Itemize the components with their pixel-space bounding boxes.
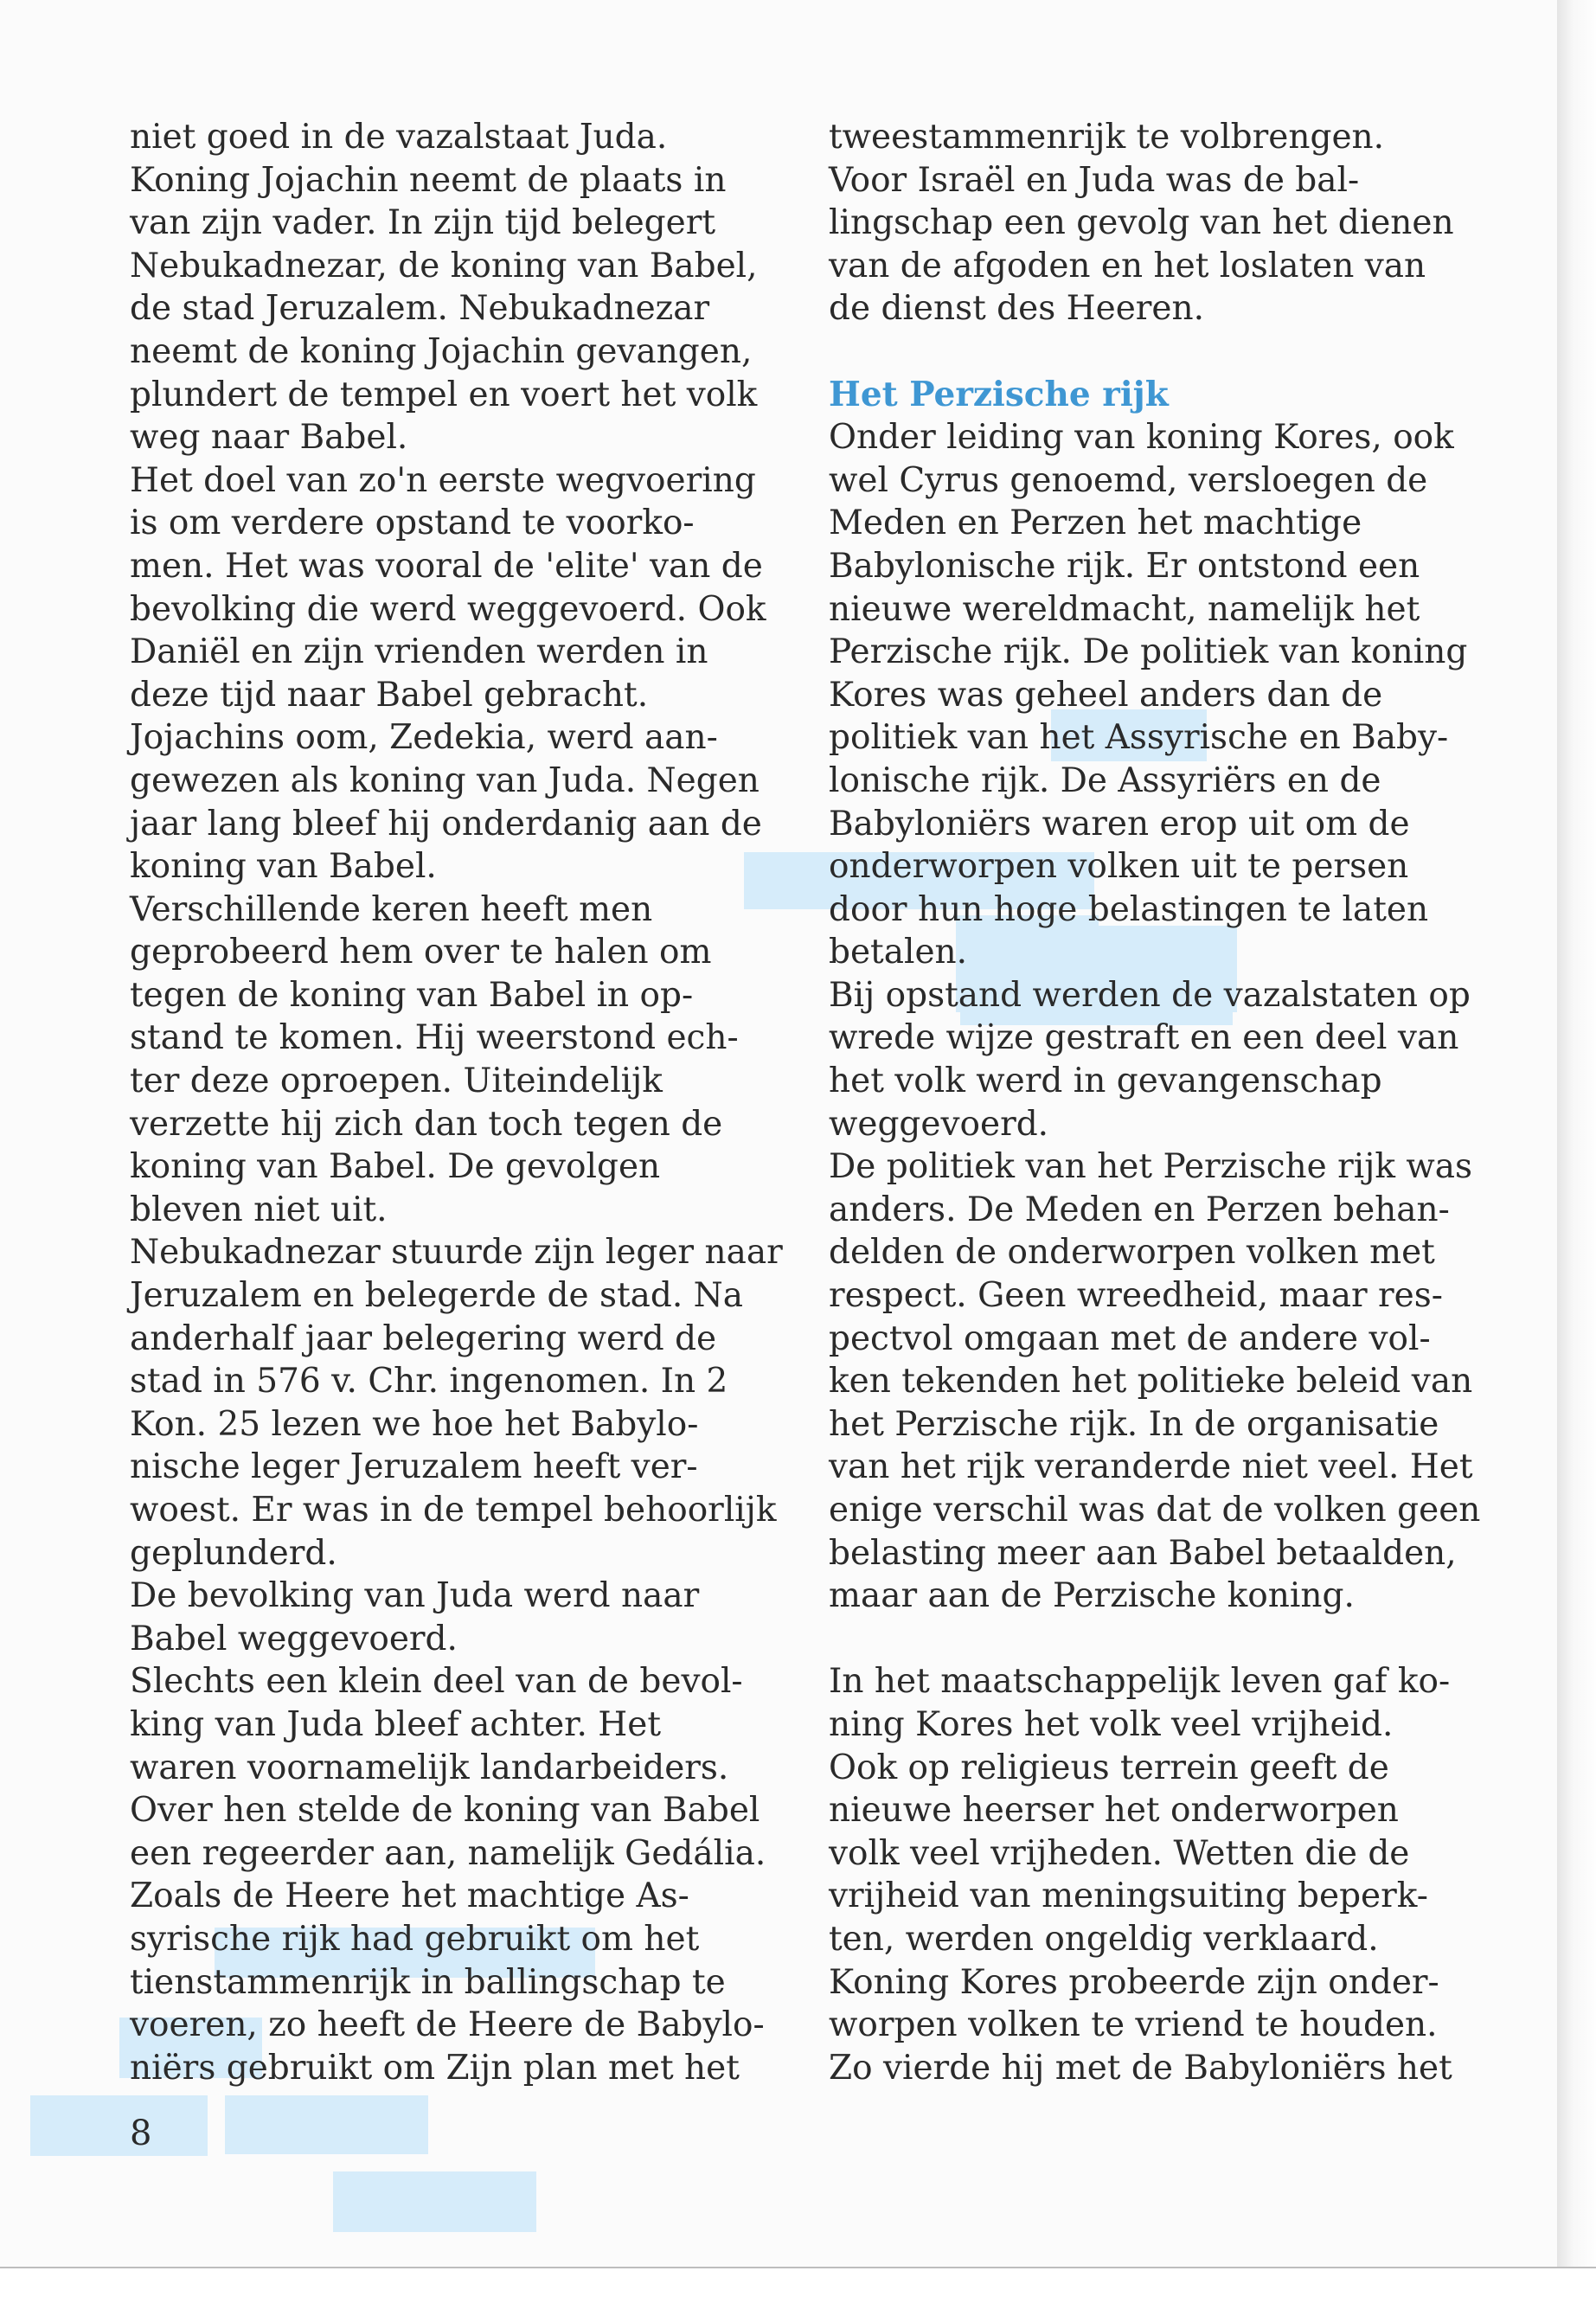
text-line: wel Cyrus genoemd, versloegen de — [829, 460, 1428, 500]
text-line: door hun hoge belastingen te laten — [829, 889, 1429, 929]
text-line: Kon. 25 lezen we hoe het Babylo- — [130, 1404, 699, 1444]
text-line: ter deze oproepen. Uiteindelijk — [130, 1062, 663, 1101]
text-line: ken tekenden het politieke beleid van — [829, 1362, 1473, 1402]
text-line: worpen volken te vriend te houden. — [829, 2005, 1438, 2045]
text-line: het Perzische rijk. In de organisatie — [829, 1404, 1439, 1444]
text-line: ning Kores het volk veel vrijheid. — [829, 1704, 1394, 1744]
text-line: Daniël en zijn vrienden werden in — [130, 632, 708, 672]
text-line: respect. Geen wreedheid, maar res- — [829, 1276, 1443, 1316]
left-text-column — [130, 116, 787, 2089]
text-line: koning van Babel. — [130, 847, 437, 887]
page-edge-shadow — [1557, 0, 1596, 2301]
text-line: de dienst des Heeren. — [829, 289, 1205, 329]
text-line: geplunderd. — [130, 1533, 337, 1573]
text-line: syrische rijk had gebruikt om het — [130, 1919, 700, 1959]
text-line: geprobeerd hem over te halen om — [130, 933, 712, 972]
text-line: Koning Kores probeerde zijn onder- — [829, 1962, 1439, 2002]
text-line: Babel weggevoerd. — [130, 1619, 458, 1658]
text-line: politiek van het Assyrische en Baby- — [829, 718, 1449, 758]
text-line: is om verdere opstand te voorko- — [130, 504, 695, 543]
text-line: Meden en Perzen het machtige — [829, 504, 1362, 543]
text-line: de stad Jeruzalem. Nebukadnezar — [130, 289, 710, 329]
text-line: nieuwe wereldmacht, namelijk het — [829, 589, 1420, 629]
text-line: De bevolking van Juda werd naar — [130, 1576, 700, 1616]
text-line: volk veel vrijheden. Wetten die de — [829, 1833, 1410, 1873]
text-line: het volk werd in gevangenschap — [829, 1062, 1382, 1101]
text-line: Jeruzalem en belegerde de stad. Na — [130, 1276, 744, 1316]
text-line: Slechts een klein deel van de bevol- — [130, 1662, 743, 1702]
text-line: Koning Jojachin neemt de plaats in — [130, 160, 727, 200]
text-line: Onder leiding van koning Kores, ook — [829, 418, 1454, 458]
text-line: betalen. — [829, 933, 968, 972]
text-line: van de afgoden en het loslaten van — [829, 246, 1426, 285]
page-number: 8 — [130, 2114, 152, 2153]
text-line: tweestammenrijk te volbrengen. — [829, 118, 1385, 157]
text-line: Perzische rijk. De politiek van koning — [829, 632, 1468, 672]
text-line: king van Juda bleef achter. Het — [130, 1704, 662, 1744]
text-line: Verschillende keren heeft men — [130, 889, 653, 929]
text-line: tegen de koning van Babel in op- — [130, 975, 694, 1015]
text-line: deze tijd naar Babel gebracht. — [130, 675, 649, 715]
text-line: nieuwe heerser het onderworpen — [829, 1791, 1399, 1831]
text-line: van zijn vader. In zijn tijd belegert — [130, 203, 716, 243]
highlight-block — [30, 2095, 208, 2156]
right-text-column — [829, 116, 1486, 2089]
text-line: koning van Babel. De gevolgen — [130, 1147, 661, 1187]
text-line: pectvol omgaan met de andere vol- — [829, 1318, 1431, 1358]
text-line: Zoals de Heere het machtige As- — [130, 1876, 689, 1916]
right-intro-paragraph — [829, 116, 1486, 330]
text-line: anders. De Meden en Perzen behan- — [829, 1190, 1450, 1229]
section-paragraphs — [829, 416, 1486, 1618]
text-line: enige verschil was dat de volken geen — [829, 1491, 1481, 1530]
text-line: lingschap een gevolg van het dienen — [829, 203, 1454, 243]
text-line: Nebukadnezar stuurde zijn leger naar — [130, 1233, 783, 1273]
text-line: neemt de koning Jojachin gevangen, — [130, 331, 753, 371]
text-line: waren voornamelijk landarbeiders. — [130, 1748, 729, 1787]
text-line: nische leger Jeruzalem heeft ver- — [130, 1447, 698, 1487]
page-bottom-edge — [0, 2267, 1596, 2303]
text-line: verzette hij zich dan toch tegen de — [130, 1104, 723, 1144]
text-line: jaar lang bleef hij onderdanig aan de — [130, 804, 762, 844]
text-line: Voor Israël en Juda was de bal- — [829, 160, 1360, 200]
text-line: Nebukadnezar, de koning van Babel, — [130, 246, 758, 285]
text-line: Babyloniërs waren erop uit om de — [829, 804, 1410, 844]
text-line: De politiek van het Perzische rijk was — [829, 1147, 1473, 1187]
text-line: bevolking die werd weggevoerd. Ook — [130, 589, 766, 629]
text-line: weg naar Babel. — [130, 418, 408, 458]
text-line: bleven niet uit. — [130, 1190, 388, 1229]
text-line: delden de onderworpen volken met — [829, 1233, 1435, 1273]
paragraph-gap — [829, 1618, 1486, 1661]
text-line: woest. Er was in de tempel behoorlijk — [130, 1491, 777, 1530]
text-line: een regeerder aan, namelijk Gedália. — [130, 1833, 766, 1873]
text-line: Jojachins oom, Zedekia, werd aan- — [130, 718, 718, 758]
text-line: men. Het was vooral de 'elite' van de — [130, 546, 763, 586]
text-line: anderhalf jaar belegering werd de — [130, 1318, 717, 1358]
text-line: voeren, zo heeft de Heere de Babylo- — [130, 2005, 765, 2045]
text-line: plundert de tempel en voert het volk — [130, 375, 758, 414]
highlight-block — [225, 2095, 428, 2154]
text-line: In het maatschappelijk leven gaf ko- — [829, 1662, 1451, 1702]
text-line: lonische rijk. De Assyriërs en de — [829, 760, 1381, 800]
highlight-block — [333, 2171, 536, 2232]
paragraph-gap — [829, 330, 1486, 374]
text-line: ten, werden ongeldig verklaard. — [829, 1919, 1379, 1959]
text-line: onderworpen volken uit te persen — [829, 847, 1409, 887]
text-line: Kores was geheel anders dan de — [829, 675, 1383, 715]
text-line: tienstammenrijk in ballingschap te — [130, 1962, 726, 2002]
text-line: stand te komen. Hij weerstond ech- — [130, 1018, 739, 1058]
text-line: wrede wijze gestraft en een deel van — [829, 1018, 1459, 1058]
text-line: maar aan de Perzische koning. — [829, 1576, 1355, 1616]
text-line: Zo vierde hij met de Babyloniërs het — [829, 2048, 1452, 2088]
section-heading: Het Perzische rijk — [829, 374, 1169, 414]
text-line: stad in 576 v. Chr. ingenomen. In 2 — [130, 1362, 728, 1402]
text-line: gewezen als koning van Juda. Negen — [130, 760, 760, 800]
text-line: Over hen stelde de koning van Babel — [130, 1791, 760, 1831]
text-line: niërs gebruikt om Zijn plan met het — [130, 2048, 740, 2088]
text-line: belasting meer aan Babel betaalden, — [829, 1533, 1457, 1573]
text-line: weggevoerd. — [829, 1104, 1049, 1144]
text-line: niet goed in de vazalstaat Juda. — [130, 118, 668, 157]
text-line: Babylonische rijk. Er ontstond een — [829, 546, 1420, 586]
text-line: Bij opstand werden de vazalstaten op — [829, 975, 1471, 1015]
text-line: vrijheid van meningsuiting beperk- — [829, 1876, 1428, 1916]
text-line: van het rijk veranderde niet veel. Het — [829, 1447, 1473, 1487]
final-paragraph — [829, 1660, 1486, 2089]
text-line: Ook op religieus terrein geeft de — [829, 1748, 1389, 1787]
text-line: Het doel van zo'n eerste wegvoering — [130, 460, 756, 500]
